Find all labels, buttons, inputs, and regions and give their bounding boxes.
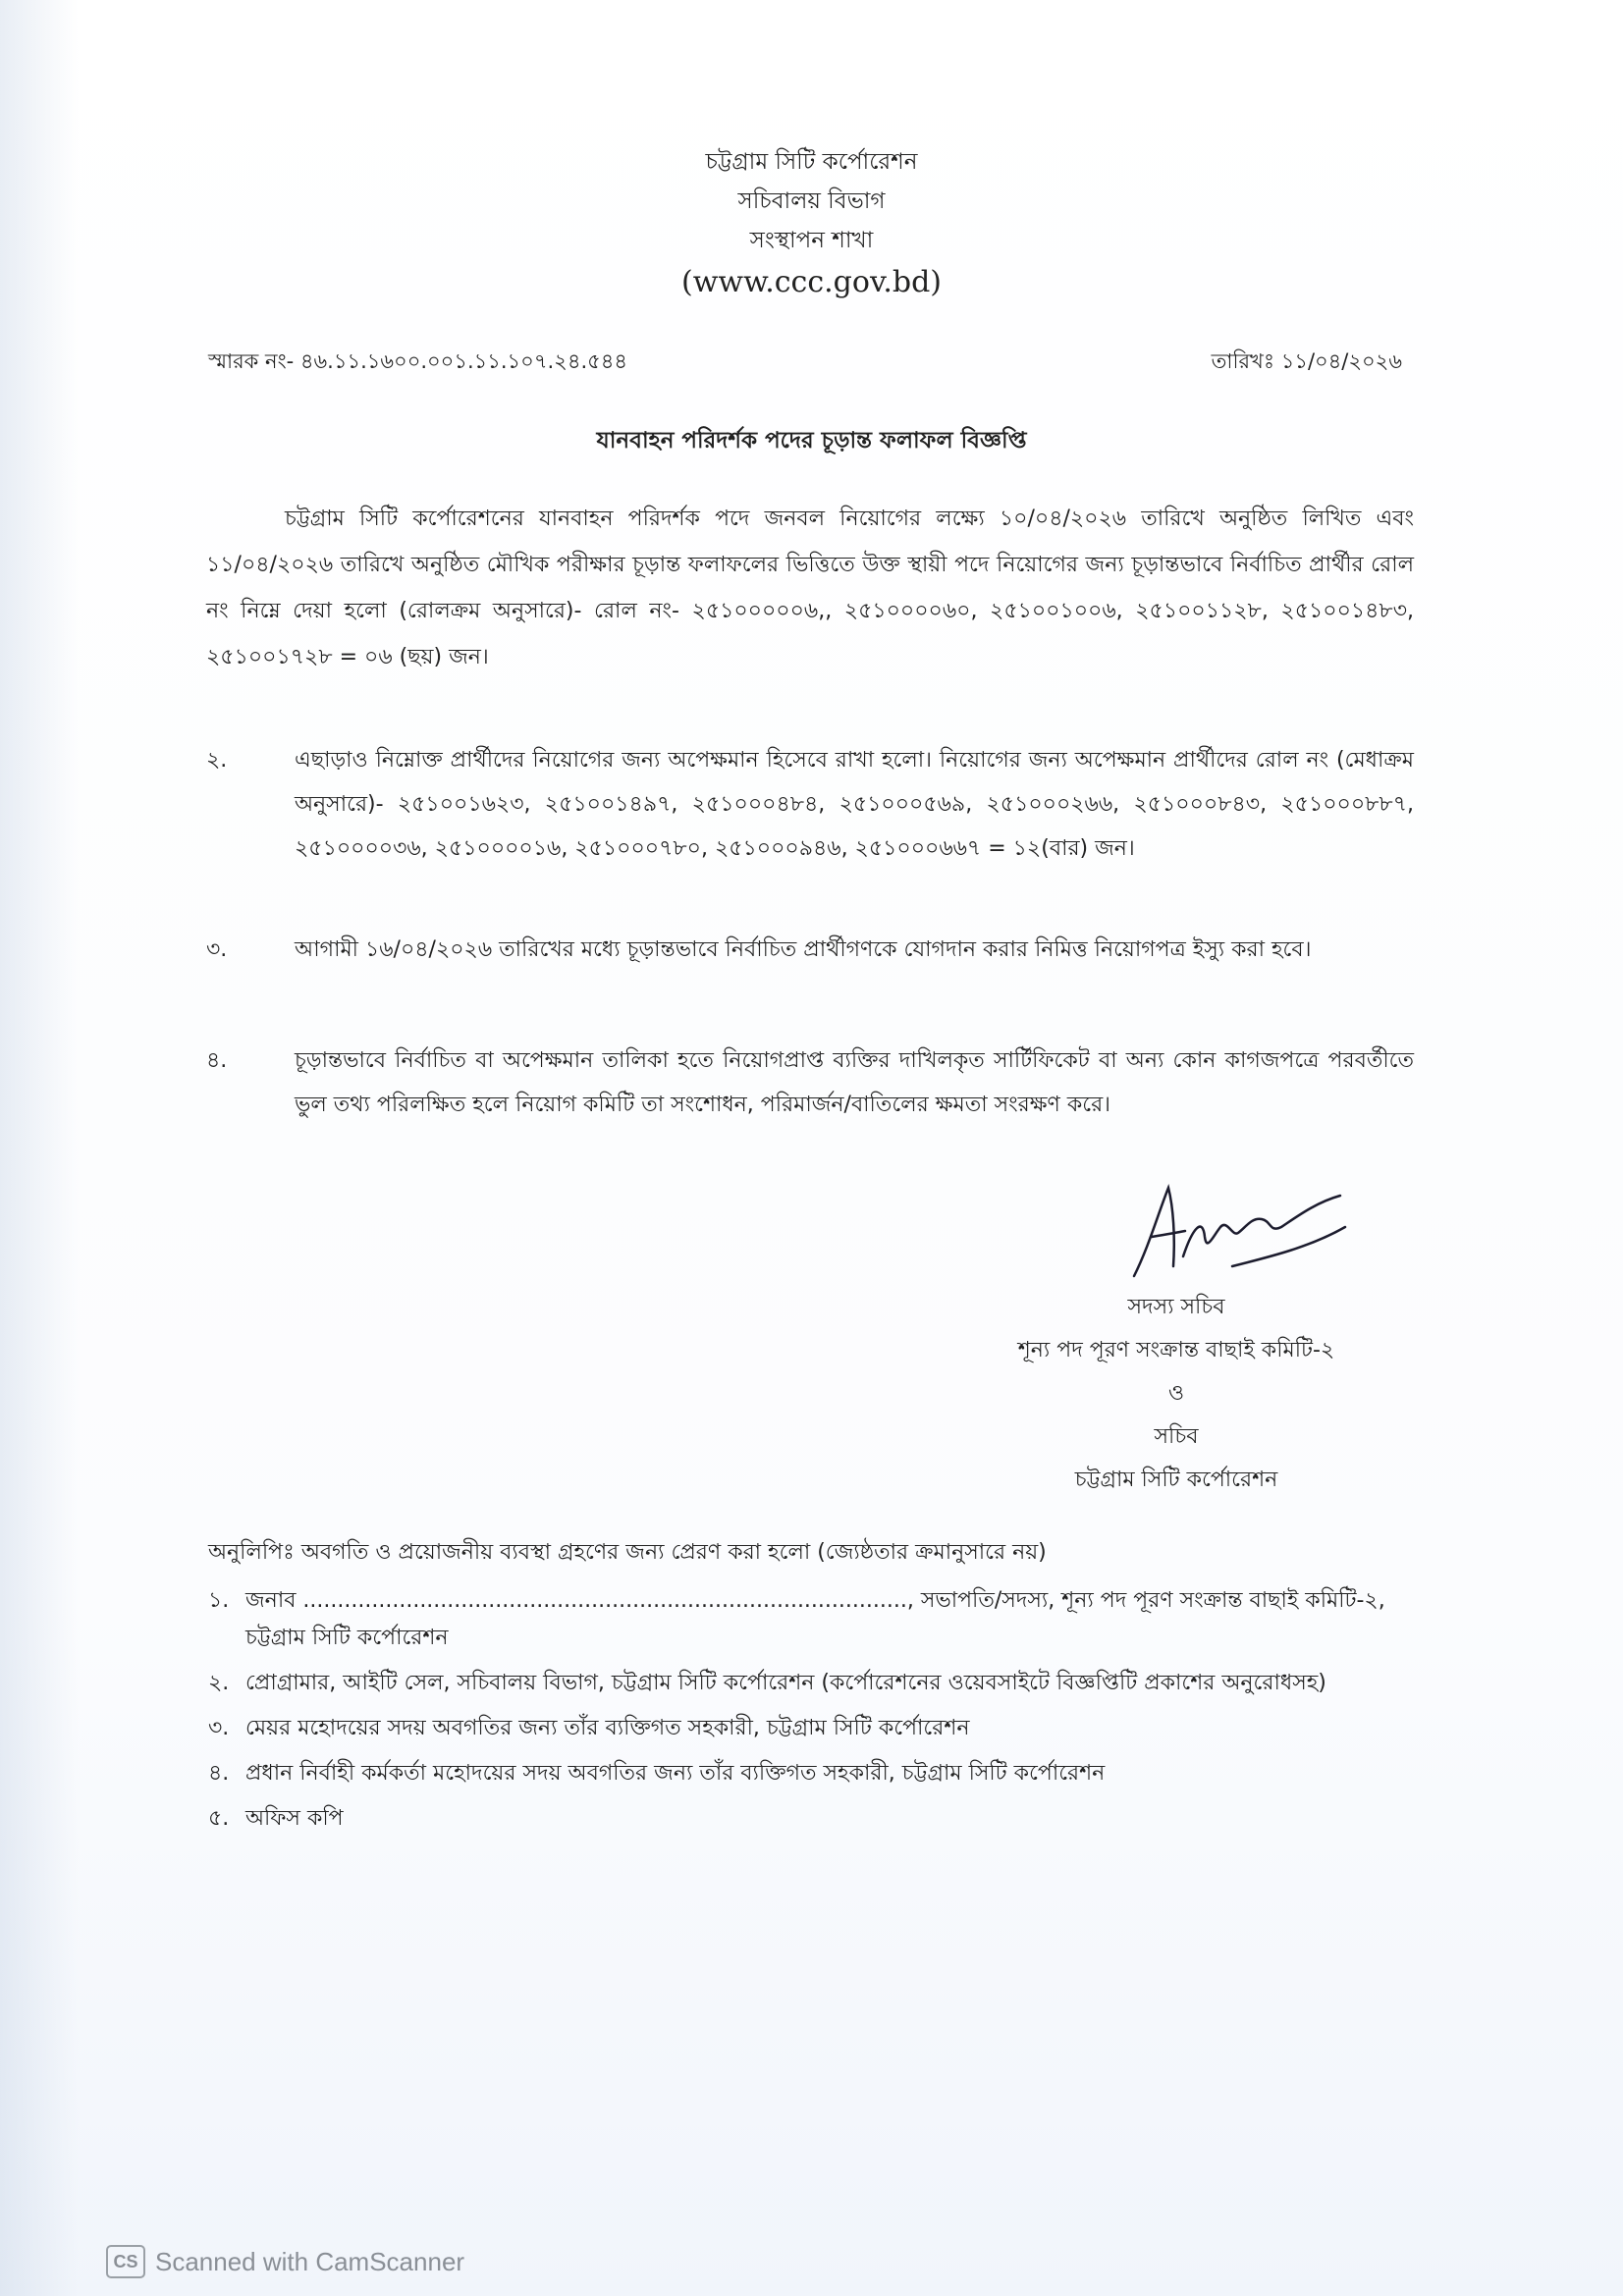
paragraph-selected-candidates: চট্টগ্রাম সিটি কর্পোরেশনের যানবাহন পরিদর্শক পদে জনবল নিয়োগের লক্ষ্যে ১০/০৪/২০২৬ তারিখে অনুষ্ঠিত লিখিত এবং ১১/০৪/২০২৬ তারিখে অনুষ্ঠিত মৌখিক পরীক্ষার চূড়ান্ত ফলাফলের ভিত্তিতে উক্ত স্থায়ী পদে নিয়োগের জন্য চূড়ান্তভাবে নির্বাচিত প্রার্থীর রোল নং নিম্নে দেয়া হলো (রোলক্রম অনুসারে)- রোল নং- ২৫১০০০০০৬,, ২৫১০০০০৬০, ২৫১০০১০০৬, ২৫১০০১১২৮, ২৫১০০১৪৮৩, ২৫১০০১৭২৮ = ০৬ (ছয়) জন। — [206, 507, 1414, 669]
memo-number: স্মারক নং- ৪৬.১১.১৬০০.০০১.১১.১০৭.২৪.৫৪৪ — [208, 349, 628, 373]
letterhead — [0, 142, 1623, 305]
issue-date: তারিখঃ ১১/০৪/২০২৬ — [1211, 349, 1402, 373]
cc-item — [208, 1755, 1426, 1792]
cc-text: অফিস কপি — [245, 1806, 344, 1831]
watermark-text: Scanned with CamScanner — [155, 2246, 465, 2276]
signatory-org: চট্টগ্রাম সিটি কর্পোরেশন — [1074, 1468, 1278, 1492]
cc-number: ৫. — [208, 1806, 230, 1831]
cc-item — [208, 1800, 1426, 1838]
cc-item — [208, 1582, 1426, 1657]
clause-text: আগামী ১৬/০৪/২০২৬ তারিখের মধ্যে চূড়ান্তভাবে নির্বাচিত প্রার্থীগণকে যোগদান করার নিমিত্ত নিয়োগপত্র ইস্যু করা হবে। — [295, 937, 1312, 962]
camscanner-logo-icon: CS — [106, 2245, 145, 2278]
cc-number: ২. — [208, 1671, 230, 1695]
clause-number: ৩. — [206, 937, 228, 962]
scanner-watermark — [106, 2244, 464, 2279]
cc-title: অনুলিপিঃ অবগতি ও প্রয়োজনীয় ব্যবস্থা গ্রহণের জন্য প্রেরণ করা হলো (জ্যেষ্ঠতার ক্রমানুসারে নয়) — [208, 1540, 1047, 1565]
signatory-title: সদস্য সচিব — [1127, 1295, 1225, 1319]
cc-item — [208, 1710, 1426, 1747]
handwritten-signature — [1114, 1168, 1350, 1286]
cc-text: মেয়র মহোদয়ের সদয় অবগতির জন্য তাঁর ব্যক্তিগত সহকারী, চট্টগ্রাম সিটি কর্পোরেশন — [245, 1716, 970, 1740]
clause-text: এছাড়াও নিম্নোক্ত প্রার্থীদের নিয়োগের জন্য অপেক্ষমান হিসেবে রাখা হলো। নিয়োগের জন্য অপেক্ষমান প্রার্থীদের রোল নং (মেধাক্রম অনুসারে)- ২৫১০০১৬২৩, ২৫১০০১৪৯৭, ২৫১০০০৪৮৪, ২৫১০০০৫৬৯, ২৫১০০০২৬৬, ২৫১০০০৮৪৩, ২৫১০০০৮৮৭, ২৫১০০০০৩৬, ২৫১০০০০১৬, ২৫১০০০৭৮০, ২৫১০০০৯৪৬, ২৫১০০০৬৬৭ = ১২(বার) জন। — [295, 748, 1414, 861]
clause-appointment-letter — [206, 928, 1414, 972]
cc-text: প্রোগ্রামার, আইটি সেল, সচিবালয় বিভাগ, চট্টগ্রাম সিটি কর্পোরেশন (কর্পোরেশনের ওয়েবসাইটে বিজ্ঞপ্তিটি প্রকাশের অনুরোধসহ) — [245, 1671, 1326, 1695]
scan-edge-shadow — [0, 0, 79, 2296]
cc-text: জনাব ........................................................................................, সভাপতি/সদস্য, শূন্য পদ পূরণ সংক্রান্ত বাছাই কমিটি-২, চট্টগ্রাম সিটি কর্পোরেশন — [245, 1588, 1385, 1650]
signatory-secretary: সচিব — [1154, 1424, 1199, 1449]
signatory-and: ও — [1167, 1381, 1185, 1406]
clause-text: চূড়ান্তভাবে নির্বাচিত বা অপেক্ষমান তালিকা হতে নিয়োগপ্রাপ্ত ব্যক্তির দাখিলকৃত সার্টিফিকেট বা অন্য কোন কাগজপত্রে পরবর্তীতে ভুল তথ্য পরিলক্ষিত হলে নিয়োগ কমিটি তা সংশোধন, পরিমার্জন/বাতিলের ক্ষমতা সংরক্ষণ করে। — [295, 1048, 1414, 1117]
cc-text: প্রধান নির্বাহী কর্মকর্তা মহোদয়ের সদয় অবগতির জন্য তাঁর ব্যক্তিগত সহকারী, চট্টগ্রাম সিটি কর্পোরেশন — [245, 1761, 1106, 1786]
cc-item — [208, 1665, 1426, 1702]
division-name: সচিবালয় বিভাগ — [737, 188, 886, 214]
website-link[interactable]: (www.ccc.gov.bd) — [681, 265, 942, 299]
clause-waiting-list — [206, 738, 1414, 871]
clause-number: ৪. — [206, 1048, 228, 1073]
cc-number: ৪. — [208, 1761, 230, 1786]
notice-title: যানবাহন পরিদর্শক পদের চূড়ান্ত ফলাফল বিজ্ঞপ্তি — [596, 428, 1027, 454]
signatory-block — [970, 1286, 1382, 1502]
clause-number: ২. — [206, 748, 228, 773]
branch-name: সংস্থাপন শাখা — [749, 228, 874, 253]
copy-distribution — [208, 1531, 1426, 1838]
cc-number: ১. — [208, 1588, 230, 1613]
signatory-committee: শূন্য পদ পূরণ সংক্রান্ত বাছাই কমিটি-২ — [1017, 1338, 1335, 1362]
clause-correction-rights — [206, 1039, 1414, 1127]
org-name: চট্টগ্রাম সিটি কর্পোরেশন — [705, 149, 918, 175]
cc-number: ৩. — [208, 1716, 230, 1740]
